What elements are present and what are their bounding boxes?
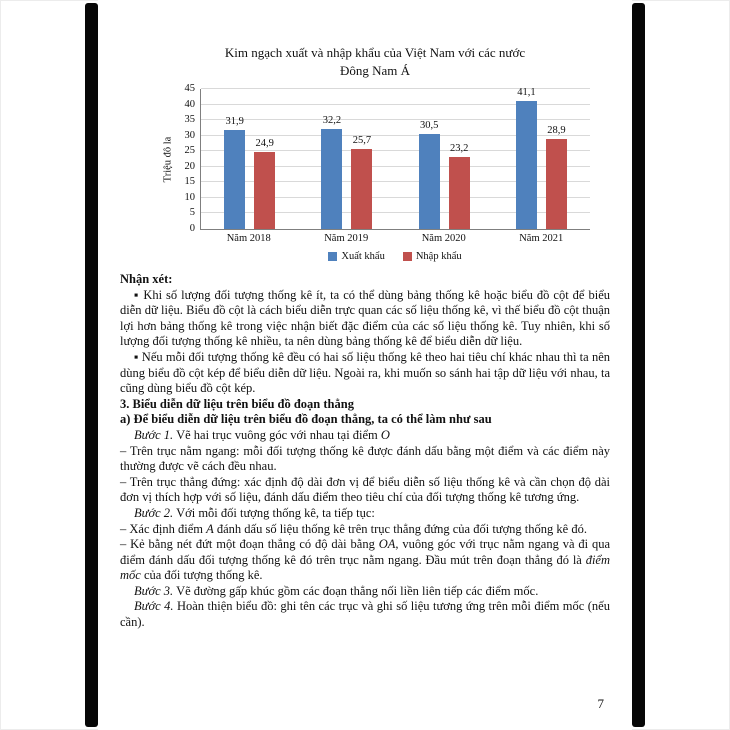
step-1-vertical-axis: [120, 475, 610, 506]
chart-title-line-2: Đông Nam Á: [339, 63, 411, 78]
step-2-dashed-segment-run: , vuông góc với trục nằm ngang và đi qua điểm đánh dấu đối tượng thống kê đó trên trục nằm ngang. Đầu mút trên đoạn thẳng đó là: [120, 537, 610, 567]
chart-title-line-1: Kim ngạch xuất và nhập khẩu của Việt Nam với các nước: [224, 45, 526, 60]
body-text: [120, 272, 610, 631]
bar-nhap-khau: [254, 137, 275, 229]
step-3-run: Bước 3.: [134, 583, 174, 598]
bar-value-label: 24,9: [255, 137, 274, 149]
bar-value-label: 32,2: [322, 114, 342, 126]
bar-group: [493, 89, 590, 229]
y-tick-label: 25: [184, 145, 195, 157]
bar-group: [396, 89, 493, 229]
step-2-mark-point-run: đánh dấu số liệu thống kê trên trục thẳng đứng của đối tượng thống kê đó.: [213, 521, 587, 536]
bar-xuat-khau: [224, 115, 245, 229]
legend-label: Nhập khẩu: [415, 251, 462, 262]
x-axis-labels: [200, 230, 590, 244]
section-3-heading-run: 3. Biểu diễn dữ liệu trên biểu đồ đoạn thẳng: [120, 396, 354, 411]
step-2-dashed-segment: [120, 537, 610, 584]
right-binding-strip: [632, 3, 645, 727]
bar-xuat-khau: [419, 120, 440, 229]
y-axis-title-text: Triệu đô la: [162, 136, 174, 182]
y-tick-label: 0: [189, 223, 195, 234]
legend-item-nhap-khau: [403, 251, 462, 262]
x-category-label: Năm 2020: [421, 233, 466, 244]
step-3-run: Vẽ đường gấp khúc gồm các đoạn thẳng nối liền liên tiếp các điểm mốc.: [173, 583, 539, 598]
step-1-horizontal-axis-run: – Trên trục nằm ngang: mỗi đối tượng thống kê được đánh dấu bằng một điểm và các điểm này thường được vẽ cách đều nhau.: [120, 443, 610, 474]
step-2-mark-point-run: – Xác định điểm: [120, 521, 207, 536]
y-tick-label: 15: [184, 176, 195, 188]
step-1-vertical-axis-run: – Trên trục thẳng đứng: xác định độ dài đơn vị để biểu diễn số liệu thống kê và cần chọn độ dài đơn vị thích hợp với số liệu, đánh dấu điểm theo tiêu chí của đối tượng thống kê tương ứng.: [120, 474, 610, 505]
legend-item-xuat-khau: [328, 251, 384, 262]
chart-legend: [200, 251, 590, 262]
step-4: [120, 599, 610, 630]
left-binding-strip: [85, 3, 98, 727]
y-tick-label: 45: [184, 83, 195, 94]
bar-chart: [160, 44, 590, 262]
x-category-label: Năm 2018: [226, 233, 271, 244]
bar-xuat-khau: [516, 87, 537, 229]
chart-plot-row: [160, 83, 590, 244]
chart-title: [160, 44, 590, 80]
y-tick-label: 5: [189, 207, 195, 219]
bar-value-label: 41,1: [517, 87, 536, 99]
y-axis-title: [160, 89, 176, 229]
document-page: [98, 0, 632, 730]
nhan-xet-heading-run: Nhận xét:: [120, 272, 173, 286]
page-number: 7: [597, 696, 604, 711]
bar-value-label: 28,9: [547, 125, 566, 137]
bar-group: [201, 89, 298, 229]
y-tick-label: 30: [184, 129, 195, 141]
y-tick-label: 40: [184, 98, 195, 110]
bullet-bar-chart-few-objects-run: ▪: [134, 287, 144, 302]
legend-label: Xuất khẩu: [341, 251, 385, 262]
step-2-run: Bước 2.: [134, 505, 174, 520]
step-2-dashed-segment-run: điểm mốc: [120, 552, 610, 583]
y-tick-label: 20: [184, 160, 195, 172]
plot-area: [200, 89, 590, 230]
y-tick-label: 35: [184, 114, 195, 126]
y-axis: [176, 83, 200, 234]
step-1-horizontal-axis: [120, 444, 610, 475]
step-4-run: Hoàn thiện biểu đồ: ghi tên các trục và ghi số liệu tương ứng trên mỗi điểm mốc (nếu cần).: [120, 599, 610, 630]
x-category-label: Năm 2019: [324, 233, 369, 244]
section-3-heading: [120, 397, 610, 413]
bullet-double-bar-chart-run: Nếu mỗi đối tượng thống kê đều có hai số liệu thống kê theo hai tiêu chí khác nhau thì ta nên dùng biểu đồ cột kép để biểu diễn dữ liệu. Ngoài ra, khi muốn so sánh hai tập dữ liệu với nhau, ta cũng dùng biểu đồ cột kép.: [120, 349, 610, 396]
bar-value-label: 31,9: [225, 115, 244, 127]
legend-swatch: [328, 252, 337, 261]
bar-value-label: 25,7: [352, 135, 372, 147]
step-2-mark-point: [120, 522, 610, 538]
bar-nhap-khau: [351, 135, 372, 229]
bar-value-label: 30,5: [419, 120, 439, 132]
bar-value-label: 23,2: [449, 142, 469, 154]
plot-column: [200, 89, 590, 244]
nhan-xet-heading: [120, 272, 610, 288]
step-2: [120, 506, 610, 522]
bullet-double-bar-chart: [120, 350, 610, 397]
section-3a-heading-run: a) Để biểu diễn dữ liệu trên biểu đồ đoạn thẳng, ta có thể làm như sau: [120, 412, 492, 427]
bullet-bar-chart-few-objects-run: Khi số lượng đối tượng thống kê ít, ta có thể dùng bảng thống kê hoặc biểu đồ cột để biểu diễn dữ liệu. Biểu đồ cột là cách biểu diễn trực quan các số liệu thống kê, vì thế biểu đồ cột thuận lợi hơn bảng thống kê trong việc nhận biết đặc điểm của các số liệu thống kê. Tuy nhiên, khi số lượng đối tượng thống kê nhiều, ta nên dùng bảng thống kê để biểu diễn dữ liệu.: [120, 287, 611, 349]
step-1: [120, 428, 610, 444]
step-2-run: Với mỗi đối tượng thống kê, ta tiếp tục:: [173, 505, 375, 520]
step-1-run: Vẽ hai trục vuông góc với nhau tại điểm: [173, 427, 381, 442]
step-2-dashed-segment-run: của đối tượng thống kê.: [140, 568, 263, 583]
bar-group: [298, 89, 395, 229]
bar-xuat-khau: [321, 114, 342, 229]
x-category-label: Năm 2021: [519, 233, 564, 244]
step-1-run: O: [380, 427, 390, 442]
legend-swatch: [403, 252, 412, 261]
bullet-bar-chart-few-objects: [120, 288, 610, 350]
bullet-double-bar-chart-run: ▪: [134, 349, 142, 364]
section-3a-heading: [120, 412, 610, 428]
y-tick-label: 10: [184, 191, 195, 203]
step-4-run: Bước 4.: [134, 599, 174, 614]
step-2-dashed-segment-run: – Kẻ bằng nét đứt một đoạn thẳng có độ dài bằng: [120, 537, 379, 552]
step-3: [120, 584, 610, 600]
bar-nhap-khau: [449, 142, 470, 229]
step-1-run: Bước 1.: [134, 427, 174, 442]
step-2-mark-point-run: A: [206, 521, 214, 536]
bar-groups: [201, 89, 590, 229]
step-2-dashed-segment-run: OA: [378, 537, 396, 552]
bar-nhap-khau: [546, 125, 567, 229]
